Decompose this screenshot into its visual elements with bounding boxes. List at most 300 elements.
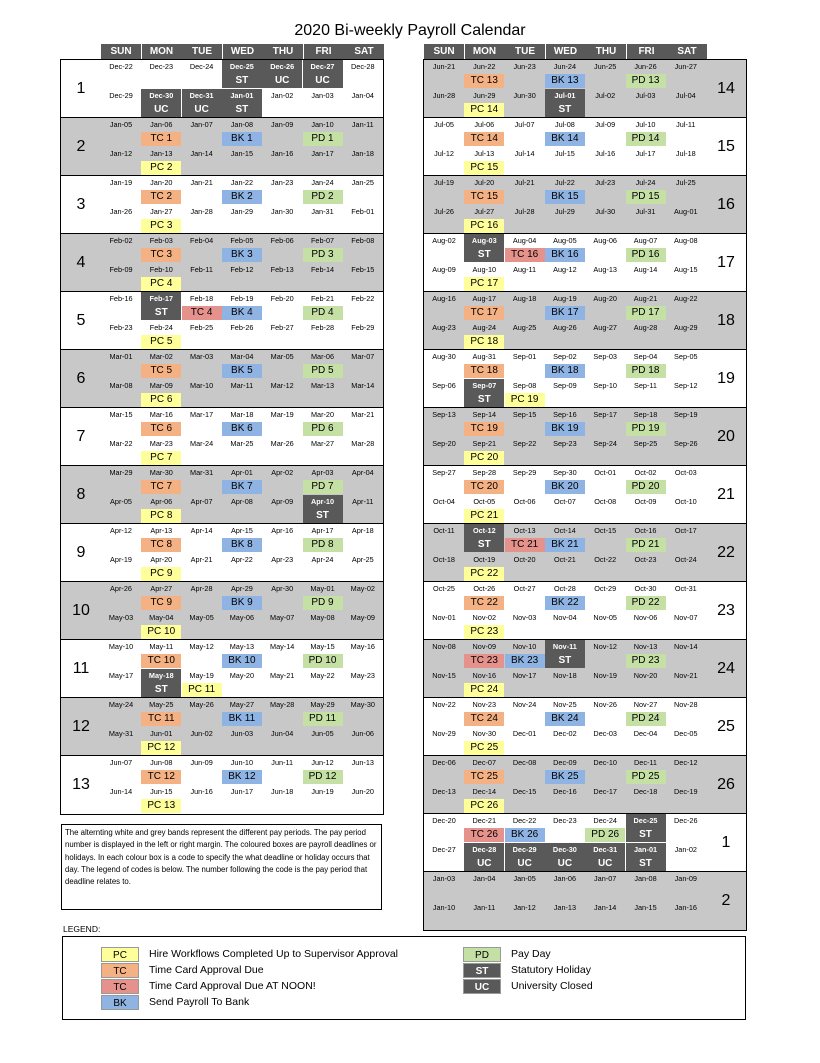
date-cell: Nov-05 — [593, 613, 617, 622]
deadline-code: UC — [303, 74, 343, 88]
pay-period — [61, 234, 383, 292]
date-cell: Jun-13 — [351, 758, 374, 767]
deadline-code: PC 4 — [141, 277, 181, 291]
date-cell: Oct-19 — [473, 555, 496, 564]
date-cell: Jan-14 — [190, 149, 213, 158]
date-cell: Mar-05 — [270, 352, 294, 361]
date-cell: Apr-12 — [110, 526, 132, 535]
date-cell: Aug-17 — [472, 294, 497, 303]
date-cell: Dec-19 — [674, 787, 698, 796]
date-cell: Jul-16 — [595, 149, 616, 158]
legend-text: Time Card Approval Due — [149, 964, 264, 976]
weekday-fri: FRI — [304, 44, 344, 60]
date-cell: Jan-16 — [271, 149, 294, 158]
deadline-code: TC 2 — [141, 190, 181, 204]
date-cell: Feb-25 — [190, 323, 214, 332]
date-cell: Dec-24 — [189, 62, 214, 71]
date-cell: May-22 — [310, 671, 335, 680]
deadline-code: ST — [626, 857, 666, 871]
pay-period — [61, 60, 383, 118]
date-cell: Jun-28 — [432, 91, 456, 100]
date-cell: Nov-03 — [512, 613, 537, 622]
weekday-header-right — [424, 44, 708, 60]
deadline-code: PC 26 — [464, 799, 504, 813]
deadline-code: BK 22 — [545, 596, 585, 610]
date-cell: Apr-18 — [351, 526, 374, 535]
date-cell: Aug-14 — [633, 265, 658, 274]
date-cell: Jul-08 — [554, 120, 575, 129]
date-cell: Nov-14 — [674, 642, 698, 651]
date-cell: Jun-25 — [594, 62, 617, 71]
date-cell: Jul-10 — [635, 120, 656, 129]
date-cell: Mar-12 — [270, 381, 294, 390]
date-cell: Jun-30 — [513, 91, 536, 100]
date-cell: Jan-30 — [271, 207, 294, 216]
date-cell: Mar-13 — [310, 381, 335, 390]
date-cell: Sep-26 — [674, 439, 698, 448]
legend-text: Statutory Holiday — [511, 964, 591, 976]
deadline-code: BK 3 — [222, 248, 262, 262]
date-cell: Jan-12 — [109, 149, 133, 158]
period-number: 13 — [72, 776, 90, 793]
date-cell: Dec-29 — [109, 91, 133, 100]
date-cell: Jul-15 — [554, 149, 575, 158]
date-cell: Apr-03 — [311, 468, 334, 477]
date-cell: Jul-12 — [434, 149, 454, 158]
date-cell: Jul-31 — [635, 207, 656, 216]
deadline-code: TC 15 — [464, 190, 504, 204]
date-cell: Jan-09 — [674, 874, 697, 883]
date-cell: Aug-18 — [512, 294, 537, 303]
legend-text: University Closed — [511, 980, 593, 992]
date-cell: Jan-07 — [190, 120, 213, 129]
weekday-sat: SAT — [667, 44, 707, 60]
date-cell: Mar-04 — [230, 352, 254, 361]
deadline-code: TC 7 — [141, 480, 181, 494]
deadline-code: PD 4 — [303, 306, 343, 320]
date-cell: Oct-25 — [433, 584, 455, 593]
date-cell: Aug-23 — [432, 323, 456, 332]
pay-period — [61, 292, 383, 350]
date-cell: Jan-11 — [351, 120, 374, 129]
date-cell: Jan-18 — [351, 149, 374, 158]
date-cell: Aug-04 — [512, 236, 537, 245]
date-cell: Mar-10 — [190, 381, 214, 390]
pay-period — [424, 756, 746, 814]
date-cell: Nov-26 — [593, 700, 617, 709]
date-cell: Dec-25 — [222, 60, 262, 74]
date-cell: Aug-21 — [633, 294, 658, 303]
deadline-code: PC 20 — [464, 451, 504, 465]
date-cell: Jan-24 — [311, 178, 334, 187]
period-number: 9 — [76, 544, 86, 561]
date-cell: Jan-27 — [150, 207, 173, 216]
date-cell: Oct-30 — [634, 584, 657, 593]
date-cell: May-10 — [108, 642, 134, 651]
date-cell: Aug-02 — [432, 236, 456, 245]
date-cell: Jun-29 — [473, 91, 496, 100]
deadline-code: PD 18 — [626, 364, 666, 378]
date-cell: Sep-14 — [472, 410, 497, 419]
deadline-code: BK 25 — [545, 770, 585, 784]
deadline-code: PD 7 — [303, 480, 343, 494]
period-number: 20 — [717, 428, 735, 445]
deadline-code: PC 25 — [464, 741, 504, 755]
date-cell: Oct-21 — [553, 555, 576, 564]
date-cell: Mar-08 — [109, 381, 133, 390]
date-cell: Jul-18 — [675, 149, 696, 158]
deadline-code: BK 5 — [222, 364, 262, 378]
date-cell: Jul-29 — [554, 207, 575, 216]
date-cell: Jun-09 — [190, 758, 213, 767]
date-cell: Jun-16 — [190, 787, 213, 796]
date-cell: Dec-23 — [553, 816, 577, 825]
date-cell: Mar-27 — [310, 439, 335, 448]
deadline-code: BK 4 — [222, 306, 262, 320]
deadline-code: TC 19 — [464, 422, 504, 436]
date-cell: Feb-18 — [190, 294, 214, 303]
date-cell: Sep-03 — [593, 352, 617, 361]
date-cell: Jun-18 — [271, 787, 294, 796]
date-cell: Nov-21 — [674, 671, 698, 680]
date-cell: Nov-24 — [512, 700, 537, 709]
date-cell: Jun-27 — [674, 62, 697, 71]
date-cell: Apr-22 — [230, 555, 253, 564]
date-cell: Oct-04 — [433, 497, 455, 506]
deadline-code: TC 26 — [464, 828, 504, 842]
period-number: 7 — [76, 428, 86, 445]
date-cell: Feb-07 — [310, 236, 335, 245]
date-cell: Jun-14 — [109, 787, 133, 796]
date-cell: Oct-16 — [634, 526, 657, 535]
date-cell: Dec-02 — [553, 729, 577, 738]
deadline-code: PD 6 — [303, 422, 343, 436]
date-cell: Nov-11 — [545, 640, 585, 654]
date-cell: Dec-10 — [593, 758, 617, 767]
date-cell: Jun-20 — [351, 787, 374, 796]
date-cell: Aug-09 — [432, 265, 456, 274]
date-cell: Jun-21 — [432, 62, 456, 71]
deadline-code: TC 16 — [505, 248, 545, 262]
date-cell: Dec-05 — [674, 729, 698, 738]
deadline-code: TC 12 — [141, 770, 181, 784]
date-cell: Feb-12 — [230, 265, 254, 274]
date-cell: Jul-02 — [595, 91, 616, 100]
date-cell: Dec-28 — [351, 62, 375, 71]
date-cell: Jan-17 — [311, 149, 334, 158]
deadline-code: TC 18 — [464, 364, 504, 378]
date-cell: Mar-20 — [310, 410, 335, 419]
pay-period — [424, 60, 746, 118]
date-cell: Jan-09 — [271, 120, 294, 129]
deadline-code: PD 26 — [585, 828, 625, 842]
date-cell: Dec-25 — [626, 814, 666, 828]
date-cell: Nov-19 — [593, 671, 617, 680]
date-cell: Nov-17 — [512, 671, 537, 680]
deadline-code: PD 19 — [626, 422, 666, 436]
date-cell: Apr-13 — [150, 526, 173, 535]
date-cell: Sep-25 — [633, 439, 658, 448]
deadline-code: BK 7 — [222, 480, 262, 494]
date-cell: Nov-06 — [633, 613, 658, 622]
pay-period — [61, 466, 383, 524]
date-cell: Aug-29 — [674, 323, 698, 332]
pay-period — [424, 118, 746, 176]
date-cell: Aug-06 — [593, 236, 617, 245]
weekday-thu: THU — [263, 44, 303, 60]
date-cell: May-08 — [310, 613, 335, 622]
deadline-code: PC 16 — [464, 219, 504, 233]
date-cell: Oct-23 — [634, 555, 657, 564]
legend-label: LEGEND: — [63, 924, 101, 934]
date-cell: Nov-22 — [432, 700, 456, 709]
period-number: 19 — [717, 370, 735, 387]
deadline-code: ST — [303, 509, 343, 523]
date-cell: Jul-01 — [545, 89, 585, 103]
legend-swatch-pd: PD — [463, 947, 501, 962]
deadline-code: PC 2 — [141, 161, 181, 175]
date-cell: Apr-23 — [271, 555, 294, 564]
date-cell: Mar-16 — [149, 410, 173, 419]
deadline-code: PC 15 — [464, 161, 504, 175]
deadline-code: ST — [141, 306, 181, 320]
date-cell: Jun-15 — [150, 787, 173, 796]
deadline-code: TC 13 — [464, 74, 504, 88]
weekday-tue: TUE — [505, 44, 545, 60]
date-cell: Sep-02 — [553, 352, 577, 361]
date-cell: May-19 — [189, 671, 214, 680]
date-cell: Feb-19 — [230, 294, 254, 303]
period-number: 15 — [717, 138, 735, 155]
date-cell: Sep-06 — [432, 381, 456, 390]
date-cell: Jun-07 — [109, 758, 133, 767]
deadline-code: TC 1 — [141, 132, 181, 146]
date-cell: Mar-26 — [270, 439, 294, 448]
date-cell: Feb-14 — [310, 265, 335, 274]
deadline-code: PD 24 — [626, 712, 666, 726]
date-cell: Jun-10 — [230, 758, 254, 767]
date-cell: Apr-24 — [311, 555, 334, 564]
deadline-code: BK 17 — [545, 306, 585, 320]
date-cell: Aug-15 — [674, 265, 698, 274]
period-number: 24 — [717, 660, 735, 677]
legend-swatch-tc: TC — [101, 963, 139, 978]
date-cell: Dec-30 — [141, 89, 181, 103]
date-cell: Mar-22 — [109, 439, 133, 448]
deadline-code: TC 4 — [182, 306, 222, 320]
date-cell: Mar-07 — [351, 352, 375, 361]
date-cell: May-21 — [270, 671, 295, 680]
date-cell: May-18 — [141, 669, 181, 683]
date-cell: Dec-07 — [472, 758, 497, 767]
date-cell: Jan-01 — [222, 89, 262, 103]
date-cell: Sep-16 — [553, 410, 577, 419]
date-cell: Apr-16 — [271, 526, 294, 535]
deadline-code: TC 23 — [464, 654, 504, 668]
date-cell: Feb-21 — [310, 294, 335, 303]
date-cell: May-31 — [108, 729, 134, 738]
date-cell: Feb-28 — [310, 323, 335, 332]
date-cell: Aug-20 — [593, 294, 617, 303]
period-number: 26 — [717, 776, 735, 793]
date-cell: Aug-07 — [633, 236, 658, 245]
pay-period — [424, 408, 746, 466]
date-cell: Jun-19 — [311, 787, 334, 796]
date-cell: Jan-03 — [311, 91, 334, 100]
date-cell: Feb-11 — [190, 265, 213, 274]
date-cell: Dec-15 — [512, 787, 537, 796]
date-cell: Dec-09 — [553, 758, 577, 767]
deadline-code: PD 2 — [303, 190, 343, 204]
date-cell: Sep-21 — [472, 439, 497, 448]
date-cell: Feb-02 — [109, 236, 133, 245]
date-cell: May-16 — [350, 642, 375, 651]
period-number: 2 — [76, 138, 86, 155]
date-cell: May-15 — [310, 642, 335, 651]
deadline-code: PC 22 — [464, 567, 504, 581]
date-cell: Feb-27 — [270, 323, 294, 332]
date-cell: Mar-19 — [270, 410, 294, 419]
date-cell: Jun-22 — [473, 62, 496, 71]
legend-swatch-bk: BK — [101, 995, 139, 1010]
date-cell: Dec-31 — [585, 843, 625, 857]
weekday-tue: TUE — [182, 44, 222, 60]
date-cell: Nov-23 — [472, 700, 497, 709]
date-cell: Jul-04 — [675, 91, 696, 100]
date-cell: Feb-06 — [270, 236, 294, 245]
date-cell: Apr-06 — [150, 497, 173, 506]
deadline-code: PD 22 — [626, 596, 666, 610]
deadline-code: ST — [545, 654, 585, 668]
date-cell: Aug-19 — [553, 294, 577, 303]
date-cell: Mar-01 — [109, 352, 133, 361]
date-cell: Sep-07 — [464, 379, 504, 393]
date-cell: Aug-10 — [472, 265, 497, 274]
date-cell: Jan-16 — [674, 903, 697, 912]
deadline-code: PC 7 — [141, 451, 181, 465]
deadline-code: PD 5 — [303, 364, 343, 378]
deadline-code: PD 23 — [626, 654, 666, 668]
date-cell: Jun-08 — [150, 758, 173, 767]
date-cell: Dec-30 — [545, 843, 585, 857]
date-cell: Feb-05 — [230, 236, 254, 245]
deadline-code: BK 21 — [545, 538, 585, 552]
date-cell: Oct-22 — [594, 555, 617, 564]
date-cell: May-26 — [189, 700, 214, 709]
date-cell: Nov-16 — [472, 671, 497, 680]
period-number: 3 — [76, 196, 86, 213]
date-cell: Aug-22 — [674, 294, 698, 303]
weekday-fri: FRI — [627, 44, 667, 60]
deadline-code: BK 6 — [222, 422, 262, 436]
date-cell: May-05 — [189, 613, 214, 622]
date-cell: Mar-15 — [109, 410, 133, 419]
legend-text: Time Card Approval Due AT NOON! — [149, 980, 316, 992]
date-cell: Apr-02 — [271, 468, 294, 477]
date-cell: Mar-14 — [351, 381, 375, 390]
date-cell: May-02 — [350, 584, 375, 593]
deadline-code: TC 9 — [141, 596, 181, 610]
date-cell: May-23 — [350, 671, 375, 680]
date-cell: Aug-30 — [432, 352, 456, 361]
date-cell: Feb-22 — [351, 294, 375, 303]
deadline-code: PC 21 — [464, 509, 504, 523]
date-cell: Sep-12 — [674, 381, 698, 390]
date-cell: Dec-22 — [512, 816, 537, 825]
date-cell: Jul-14 — [514, 149, 535, 158]
pay-period — [424, 814, 746, 872]
legend-swatch-pc: PC — [101, 947, 139, 962]
date-cell: Jun-02 — [190, 729, 213, 738]
date-cell: Mar-06 — [310, 352, 335, 361]
period-number: 23 — [717, 602, 735, 619]
deadline-code: TC 10 — [141, 654, 181, 668]
date-cell: Mar-17 — [190, 410, 214, 419]
deadline-code: BK 13 — [545, 74, 585, 88]
deadline-code: UC — [585, 857, 625, 871]
date-cell: Nov-07 — [674, 613, 698, 622]
deadline-code: BK 19 — [545, 422, 585, 436]
deadline-code: PD 16 — [626, 248, 666, 262]
date-cell: Mar-18 — [230, 410, 254, 419]
date-cell: Jul-30 — [595, 207, 616, 216]
date-cell: Mar-29 — [109, 468, 133, 477]
deadline-code: BK 12 — [222, 770, 262, 784]
legend-swatch-st: ST — [463, 963, 501, 978]
date-cell: Dec-16 — [553, 787, 577, 796]
date-cell: Apr-01 — [230, 468, 253, 477]
date-cell: Jul-07 — [514, 120, 535, 129]
deadline-code: TC 21 — [505, 538, 545, 552]
deadline-code: PD 20 — [626, 480, 666, 494]
deadline-code: PC 18 — [464, 335, 504, 349]
date-cell: Jan-10 — [432, 903, 456, 912]
deadline-code: PC 23 — [464, 625, 504, 639]
date-cell: Dec-26 — [262, 60, 302, 74]
deadline-code: UC — [545, 857, 585, 871]
date-cell: Aug-28 — [633, 323, 658, 332]
deadline-code: TC 17 — [464, 306, 504, 320]
date-cell: Dec-13 — [432, 787, 456, 796]
date-cell: Dec-26 — [674, 816, 698, 825]
period-number: 14 — [717, 80, 735, 97]
date-cell: Sep-10 — [593, 381, 617, 390]
date-cell: Oct-01 — [594, 468, 617, 477]
date-cell: May-30 — [350, 700, 375, 709]
date-cell: Apr-04 — [351, 468, 374, 477]
date-cell: Jun-23 — [513, 62, 536, 71]
deadline-code: PD 11 — [303, 712, 343, 726]
date-cell: Dec-03 — [593, 729, 617, 738]
date-cell: Oct-20 — [513, 555, 536, 564]
period-number: 2 — [721, 892, 731, 909]
pay-period — [424, 698, 746, 756]
deadline-code: BK 8 — [222, 538, 262, 552]
pay-period — [424, 582, 746, 640]
deadline-code: PC 11 — [182, 683, 222, 697]
deadline-code: TC 6 — [141, 422, 181, 436]
date-cell: May-06 — [229, 613, 255, 622]
deadline-code: ST — [464, 538, 504, 552]
date-cell: Oct-07 — [553, 497, 576, 506]
date-cell: Jun-06 — [351, 729, 374, 738]
date-cell: Aug-03 — [464, 234, 504, 248]
date-cell: Apr-07 — [190, 497, 213, 506]
date-cell: May-09 — [350, 613, 375, 622]
date-cell: May-20 — [229, 671, 255, 680]
date-cell: Aug-11 — [513, 265, 537, 274]
date-cell: Aug-25 — [512, 323, 537, 332]
